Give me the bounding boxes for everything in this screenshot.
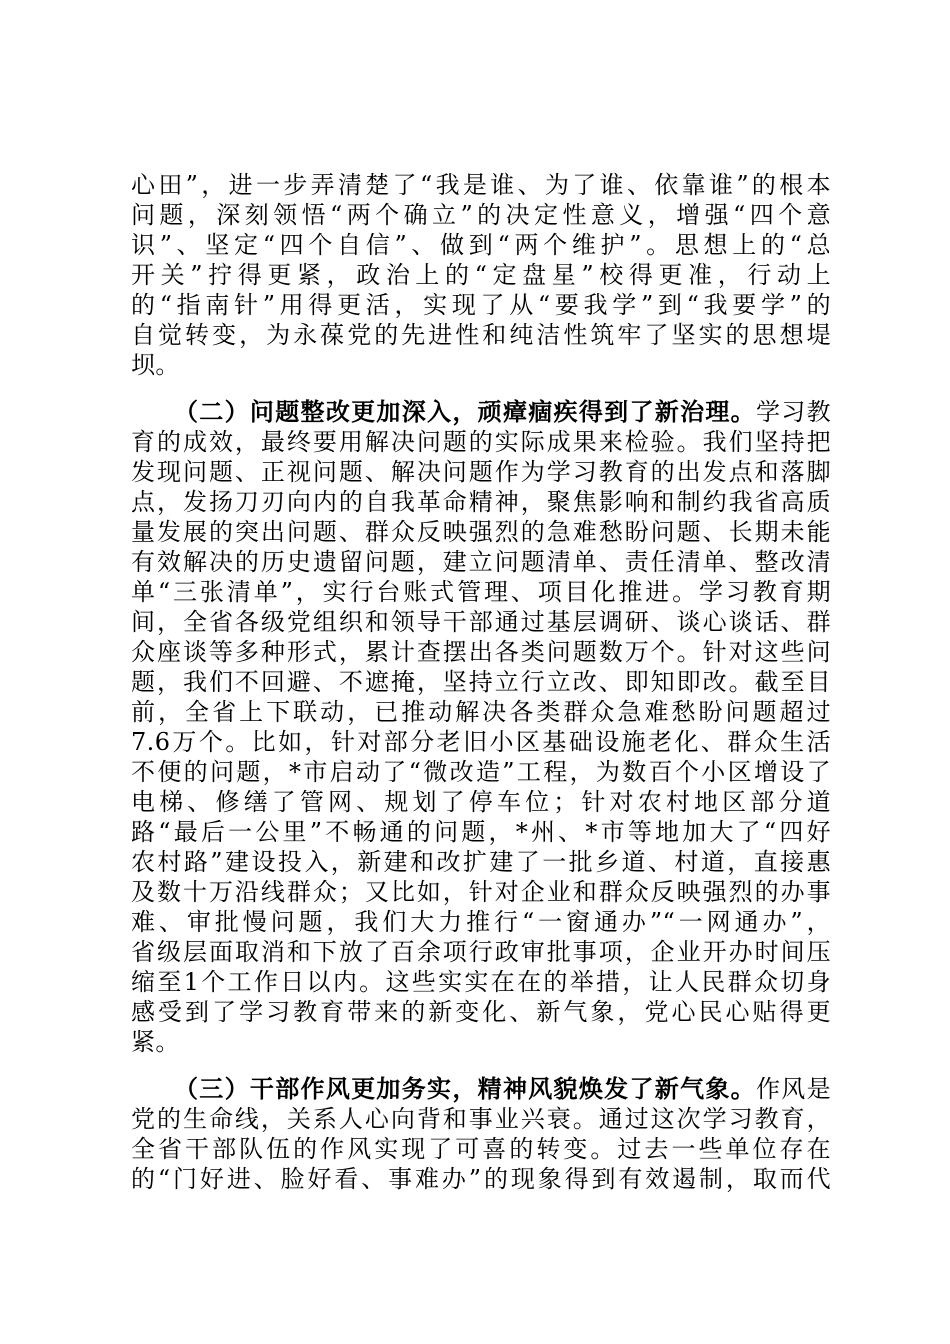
paragraph-line: 缩至1个工作日以内。这些实实在在的举措，让人民群众切身: [131, 968, 831, 996]
paragraph-line: 感受到了学习教育带来的新变化、新气象，党心民心贴得更: [131, 998, 831, 1026]
paragraph-line: 省级层面取消和下放了百余项行政审批事项，企业开办时间压: [131, 938, 831, 966]
paragraph-line: 农村路”建设投入，新建和改扩建了一批乡道、村道，直接惠: [131, 848, 831, 876]
paragraph-line: 识”、坚定“四个自信”、做到“两个维护”。思想上的“总: [131, 231, 831, 259]
section-heading: （二）问题整改更加深入，顽瘴痼疾得到了新治理。: [174, 397, 756, 426]
paragraph-line: 育的成效，最终要用解决问题的实际成果来检验。我们坚持把: [131, 428, 831, 456]
paragraph-line: 前，全省上下联动，已推动解决各类群众急难愁盼问题超过: [131, 698, 831, 726]
paragraph-line: 不便的问题，*市启动了“微改造”工程，为数百个小区增设了: [131, 758, 831, 786]
paragraph-line: 心田”，进一步弄清楚了“我是谁、为了谁、依靠谁”的根本: [131, 171, 831, 199]
paragraph-line: 点，发扬刀刃向内的自我革命精神，聚焦影响和制约我省高质: [131, 488, 831, 516]
section-heading: （三）干部作风更加务实，精神风貌焕发了新气象。: [174, 1074, 756, 1103]
paragraph-line: 问题，深刻领悟“两个确立”的决定性意义，增强“四个意: [131, 201, 831, 229]
section-first-line: [174, 397, 831, 427]
paragraph-line: 党的生命线，关系人心向背和事业兴衰。通过这次学习教育，: [131, 1105, 831, 1133]
paragraph-line: 电梯、修缮了管网、规划了停车位；针对农村地区部分道: [131, 788, 831, 816]
paragraph-line: 发现问题、正视问题、解决问题作为学习教育的出发点和落脚: [131, 458, 831, 486]
paragraph-line: 紧。: [131, 1028, 180, 1056]
paragraph-line: 7.6万个。比如，针对部分老旧小区基础设施老化、群众生活: [131, 728, 831, 756]
paragraph-line: 难、审批慢问题，我们大力推行“一窗通办”“一网通办”，: [131, 908, 831, 936]
section-lead-text: 学习教: [755, 398, 831, 426]
paragraph-line: 间，全省各级党组织和领导干部通过基层调研、谈心谈话、群: [131, 608, 831, 636]
section-first-line: [174, 1074, 831, 1104]
paragraph-line: 路“最后一公里”不畅通的问题，*州、*市等地加大了“四好: [131, 818, 831, 846]
paragraph-line: 单“三张清单”，实行台账式管理、项目化推进。学习教育期: [131, 578, 831, 606]
section-lead-text: 作风是: [755, 1075, 831, 1103]
paragraph-line: 的“门好进、脸好看、事难办”的现象得到有效遏制，取而代: [131, 1165, 831, 1193]
paragraph-line: 开关”拧得更紧，政治上的“定盘星”校得更准，行动上: [131, 261, 831, 289]
paragraph-line: 题，我们不回避、不遮掩，坚持立行立改、即知即改。截至目: [131, 668, 831, 696]
paragraph-line: 自觉转变，为永葆党的先进性和纯洁性筑牢了坚实的思想堤: [131, 321, 831, 349]
paragraph-line: 众座谈等多种形式，累计查摆出各类问题数万个。针对这些问: [131, 638, 831, 666]
paragraph-line: 的“指南针”用得更活，实现了从“要我学”到“我要学”的: [131, 291, 831, 319]
paragraph-line: 有效解决的历史遗留问题，建立问题清单、责任清单、整改清: [131, 548, 831, 576]
paragraph-line: 量发展的突出问题、群众反映强烈的急难愁盼问题、长期未能: [131, 518, 831, 546]
paragraph-line: 坝。: [131, 351, 180, 379]
paragraph-line: 全省干部队伍的作风实现了可喜的转变。过去一些单位存在: [131, 1135, 831, 1163]
paragraph-line: 及数十万沿线群众；又比如，针对企业和群众反映强烈的办事: [131, 878, 831, 906]
